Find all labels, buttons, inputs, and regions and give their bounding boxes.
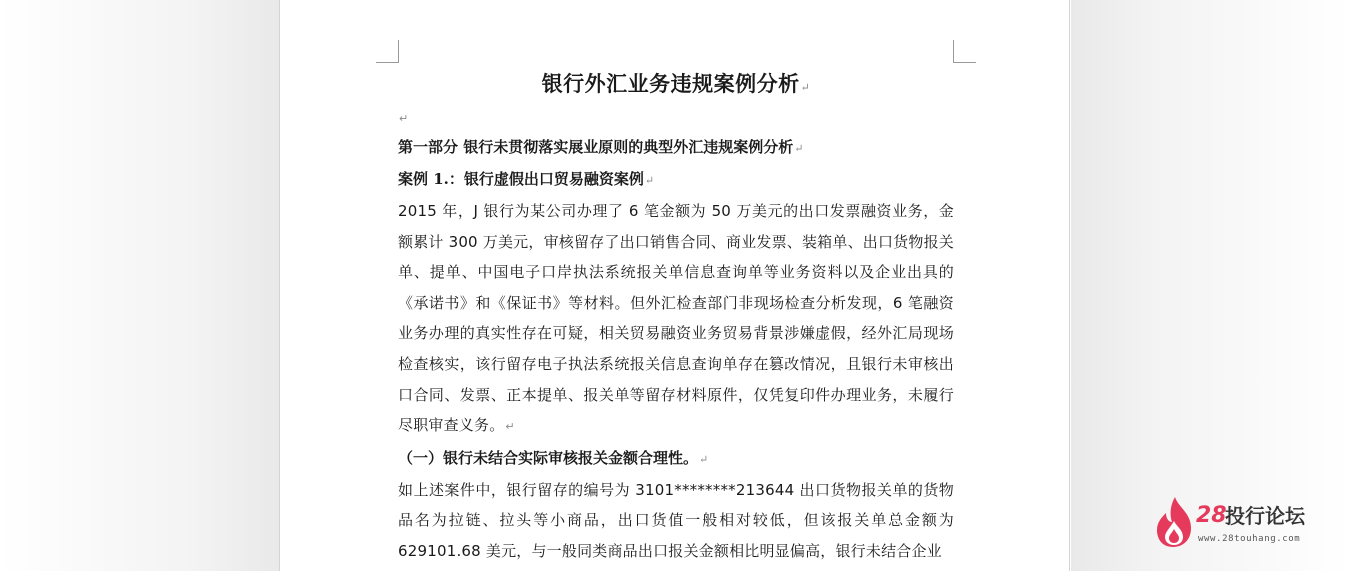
- document-page[interactable]: [279, 0, 1070, 571]
- subheading: [398, 443, 954, 475]
- margin-corner-top-left: [376, 40, 399, 63]
- flame-icon: [1153, 495, 1195, 549]
- watermark-number: 28: [1196, 503, 1227, 528]
- paragraph-mark: ↵: [794, 142, 804, 155]
- workspace-right: [1071, 0, 1349, 571]
- workspace-left: [0, 0, 279, 571]
- case-paragraph: [398, 196, 954, 443]
- empty-paragraph: [398, 102, 954, 132]
- subheading-text: （一）银行未结合实际审核报关金额合理性。: [398, 448, 699, 467]
- watermark-logo: [1153, 495, 1325, 551]
- case-paragraph-text: 2015 年，J 银行为某公司办理了 6 笔金额为 50 万美元的出口发票融资业务，金额累计 300 万美元，审核留存了出口销售合同、商业发票、装箱单、出口货物报关单、提单、中国电子口岸执法系统报关单信息查询单等业务资料以及企业出具的《承诺书》和《保证书》等材料。但外汇检查部门非现场检查分析发现，6 笔融资业务办理的真实性存在可疑，相关贸易融资业务贸易背景涉嫌虚假，经外汇局现场检查核实，该行留存电子执法系统报关信息查询单存在篡改情况，且银行未审核出口合同、发票、正本提单、报关单等留存材料原件，仅凭复印件办理业务，未履行尽职审查义务。: [398, 202, 954, 435]
- paragraph-mark: ↵: [699, 452, 709, 466]
- paragraph-mark: ↵: [399, 112, 409, 125]
- paragraph-mark: ↵: [505, 420, 515, 434]
- watermark-url: www.28touhang.com: [1198, 534, 1301, 544]
- section-heading: [398, 132, 954, 164]
- paragraph-mark: ↵: [644, 174, 655, 187]
- document-body[interactable]: [398, 66, 954, 567]
- detail-paragraph: [398, 475, 954, 567]
- watermark-name: 投行论坛: [1225, 504, 1305, 528]
- section-heading-text: 第一部分 银行未贯彻落实展业原则的典型外汇违规案例分析: [398, 138, 794, 156]
- detail-paragraph-text: 如上述案件中，银行留存的编号为 3101********213644 出口货物报关单的货物品名为拉链、拉头等小商品，出口货值一般相对较低，但该报关单总金额为 629101.68 美元，与一般同类商品出口报关金额相比明显偏高，银行未结合企业: [398, 480, 954, 560]
- margin-corner-top-right: [953, 40, 976, 63]
- case-heading-text: 案例 1.：银行虚假出口贸易融资案例: [398, 170, 644, 188]
- paragraph-mark: ↵: [800, 81, 811, 94]
- case-heading: [398, 164, 954, 196]
- document-title-text: 银行外汇业务违规案例分析: [541, 71, 800, 96]
- document-title: [398, 66, 954, 102]
